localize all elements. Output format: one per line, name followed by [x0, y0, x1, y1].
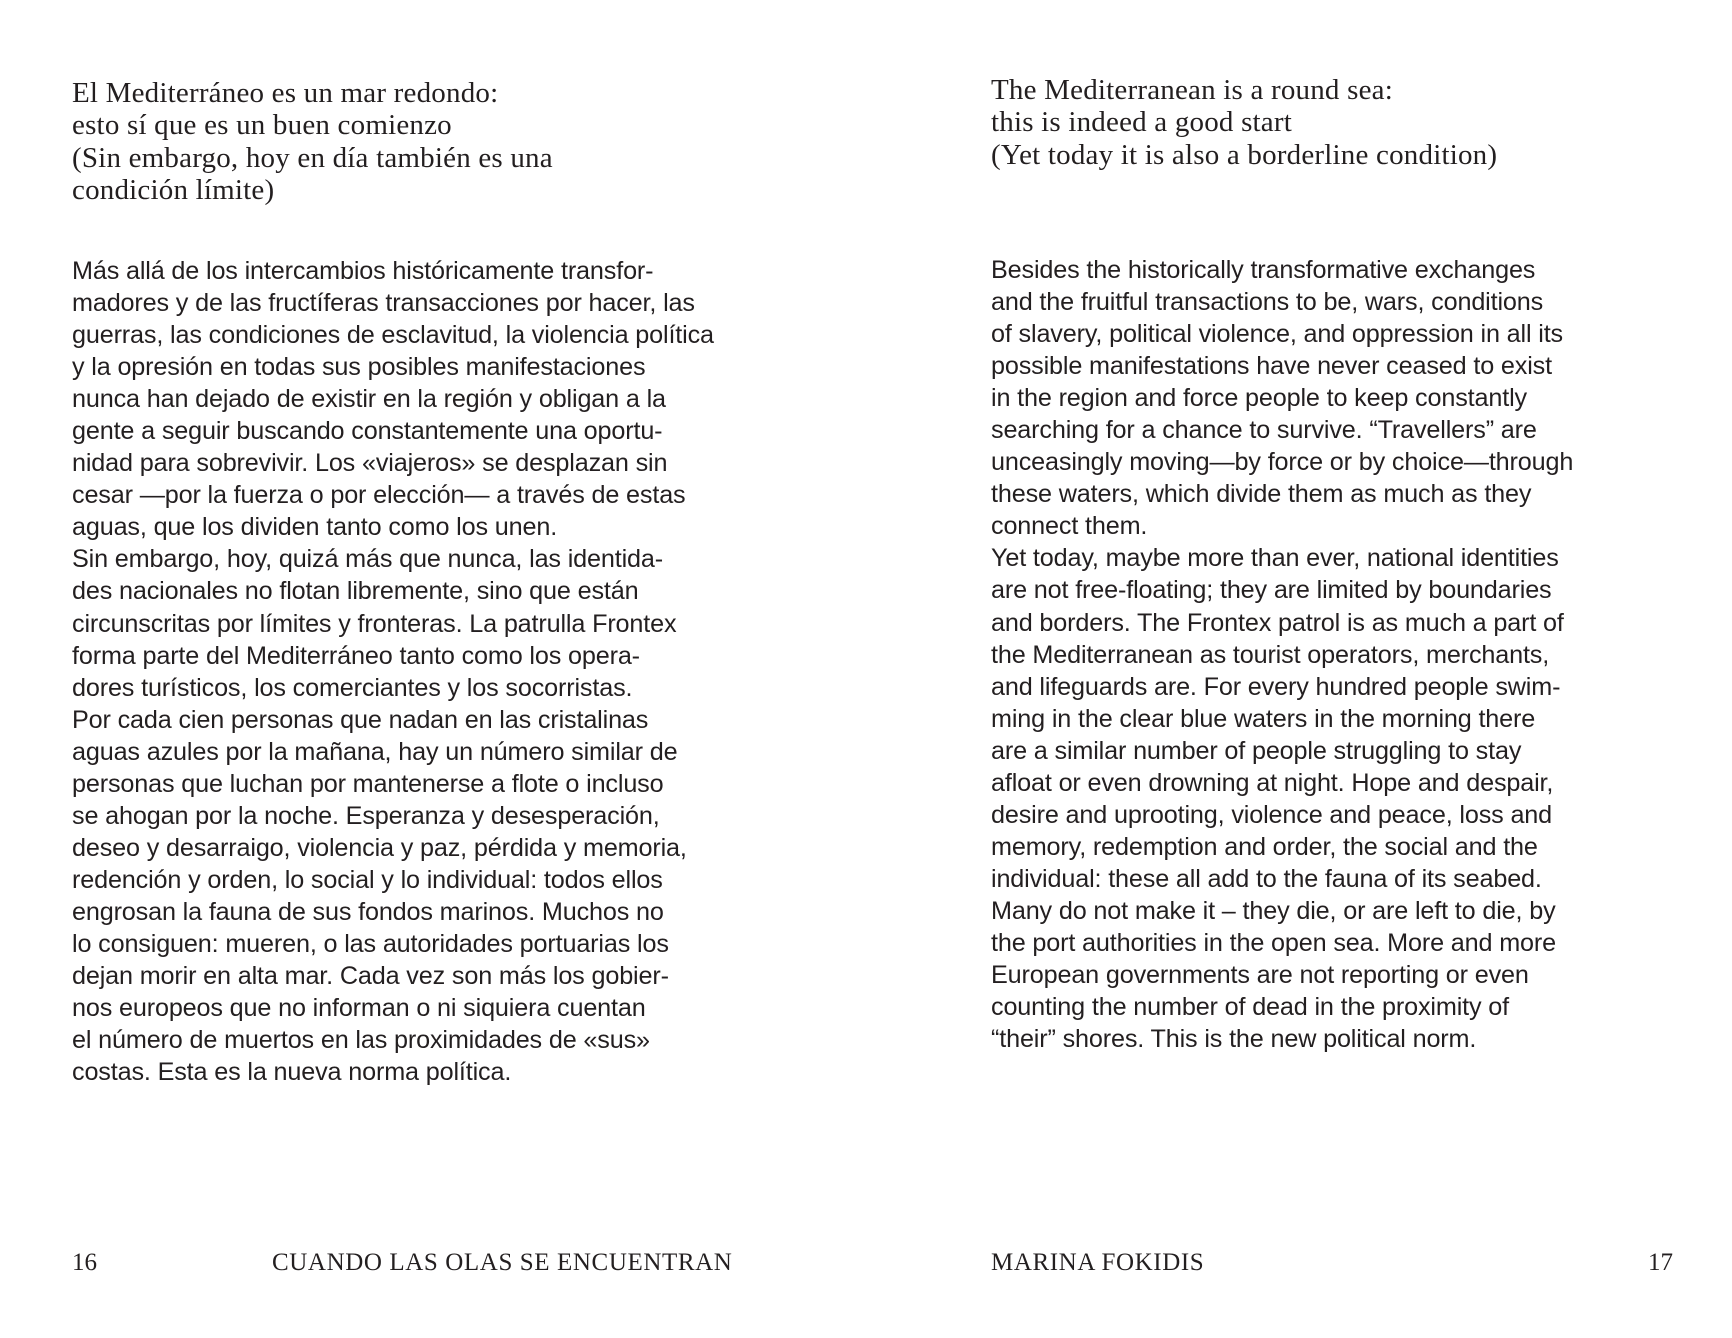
body-line: redención y orden, lo social y lo individual: todos ellos	[72, 865, 663, 894]
heading-line: esto sí que es un buen comienzo	[72, 109, 452, 142]
body-line: in the region and force people to keep constantly	[991, 384, 1527, 413]
body-line: aguas azules por la mañana, hay un número similar de	[72, 737, 678, 766]
right-page-heading	[991, 74, 1497, 171]
body-line: forma parte del Mediterráneo tanto como los opera-	[72, 641, 640, 670]
body-line: circunscritas por límites y fronteras. La patrulla Frontex	[72, 609, 677, 638]
body-line: memory, redemption and order, the social and the	[991, 832, 1538, 861]
body-line: guerras, las condiciones de esclavitud, la violencia política	[72, 321, 714, 350]
right-page-body	[991, 254, 1573, 1055]
body-line: “their” shores. This is the new political norm.	[991, 1025, 1477, 1054]
body-line: Yet today, maybe more than ever, national identities	[991, 544, 1559, 573]
body-line: nunca han dejado de existir en la región y obligan a la	[72, 385, 666, 414]
body-line: and the fruitful transactions to be, wars, conditions	[991, 288, 1544, 317]
body-line: Many do not make it – they die, or are left to die, by	[991, 896, 1556, 925]
body-line: afloat or even drowning at night. Hope and despair,	[991, 768, 1554, 797]
body-line: these waters, which divide them as much as they	[991, 480, 1532, 509]
page-number-right: 17	[1648, 1249, 1673, 1276]
body-line: are a similar number of people struggling to stay	[991, 736, 1522, 765]
heading-line: condición límite)	[72, 173, 275, 206]
body-line: y la opresión en todas sus posibles manifestaciones	[72, 353, 646, 382]
body-line: the Mediterranean as tourist operators, merchants,	[991, 640, 1550, 669]
body-line: connect them.	[991, 512, 1148, 541]
page-number-left: 16	[72, 1249, 97, 1276]
body-line: ming in the clear blue waters in the morning there	[991, 704, 1536, 733]
heading-line: El Mediterráneo es un mar redondo:	[72, 77, 499, 109]
body-line: se ahogan por la noche. Esperanza y desesperación,	[72, 801, 660, 830]
body-line: aguas, que los dividen tanto como los unen.	[72, 513, 558, 542]
body-line: desire and uprooting, violence and peace, loss and	[991, 800, 1553, 829]
heading-line: this is indeed a good start	[991, 106, 1292, 139]
body-line: and borders. The Frontex patrol is as much a part of	[991, 608, 1564, 637]
body-line: madores y de las fructíferas transacciones por hacer, las	[72, 289, 695, 318]
body-line: lo consiguen: mueren, o las autoridades portuarias los	[72, 929, 669, 958]
body-line: counting the number of dead in the proximity of	[991, 993, 1510, 1022]
body-line: searching for a chance to survive. “Travellers” are	[991, 416, 1537, 445]
heading-line: The Mediterranean is a round sea:	[991, 74, 1393, 106]
left-page-body	[72, 255, 714, 1088]
heading-line: (Yet today it is also a borderline condition)	[991, 138, 1498, 171]
body-line: of slavery, political violence, and oppression in all its	[991, 320, 1563, 349]
body-line: nos europeos que no informan o ni siquiera cuentan	[72, 994, 646, 1023]
body-line: cesar —por la fuerza o por elección— a través de estas	[72, 481, 686, 510]
body-line: engrosan la fauna de sus fondos marinos. Muchos no	[72, 897, 664, 926]
body-line: are not free-floating; they are limited by boundaries	[991, 576, 1552, 605]
body-line: European governments are not reporting or even	[991, 961, 1529, 990]
right-page	[866, 0, 1732, 1338]
body-line: el número de muertos en las proximidades de «sus»	[72, 1026, 650, 1055]
body-line: Por cada cien personas que nadan en las cristalinas	[72, 705, 649, 734]
body-line: possible manifestations have never ceased to exist	[991, 352, 1552, 381]
left-page-heading	[72, 77, 553, 206]
body-line: nidad para sobrevivir. Los «viajeros» se desplazan sin	[72, 449, 668, 478]
running-title-right: MARINA FOKIDIS	[991, 1249, 1205, 1276]
running-title-left: CUANDO LAS OLAS SE ENCUENTRAN	[272, 1249, 733, 1276]
body-line: individual: these all add to the fauna of its seabed.	[991, 864, 1542, 893]
body-line: unceasingly moving—by force or by choice—through	[991, 448, 1574, 477]
body-line: deseo y desarraigo, violencia y paz, pérdida y memoria,	[72, 833, 687, 862]
body-line: and lifeguards are. For every hundred people swim-	[991, 672, 1561, 701]
body-line: the port authorities in the open sea. More and more	[991, 928, 1557, 957]
body-line: gente a seguir buscando constantemente una oportu-	[72, 417, 663, 446]
body-line: dores turísticos, los comerciantes y los socorristas.	[72, 673, 633, 702]
body-line: Besides the historically transformative exchanges	[991, 256, 1536, 284]
body-line: personas que luchan por mantenerse a flote o incluso	[72, 769, 664, 798]
body-line: costas. Esta es la nueva norma política.	[72, 1058, 512, 1087]
body-line: dejan morir en alta mar. Cada vez son más los gobier-	[72, 962, 669, 991]
body-line: Sin embargo, hoy, quizá más que nunca, las identida-	[72, 545, 663, 574]
heading-line: (Sin embargo, hoy en día también es una	[72, 141, 553, 174]
body-line: des nacionales no flotan libremente, sino que están	[72, 577, 639, 606]
body-line: Más allá de los intercambios históricamente transfor-	[72, 257, 654, 285]
